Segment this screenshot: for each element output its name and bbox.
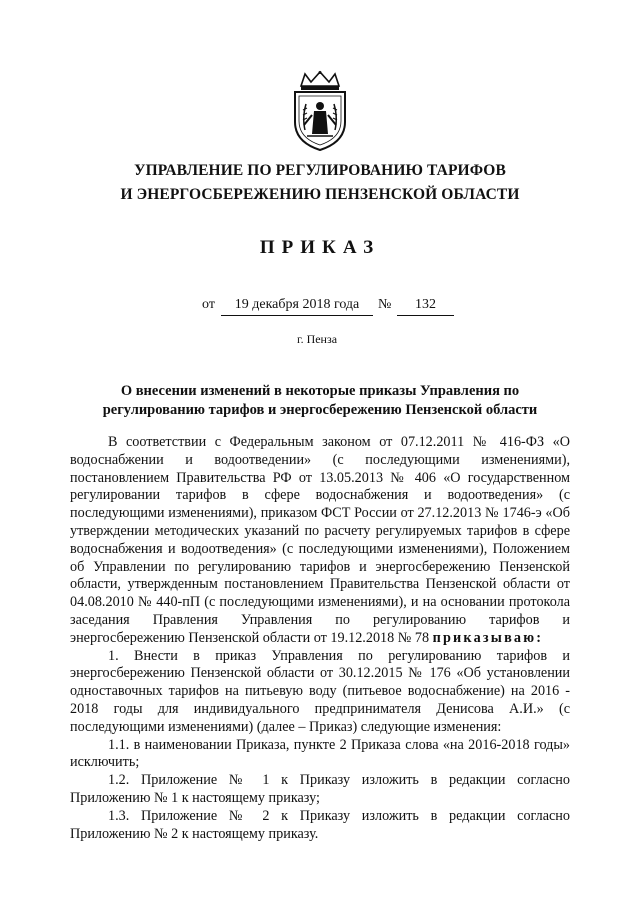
item-1: 1. Внести в приказ Управления по регулированию тарифов и энергосбережению Пензенской области от 30.12.2015 № 176 «Об установлении одноставочных тарифов на питьевую воду (питьевое водоснабжение) на 2016 - 2018 годы для индивидуального предпринимателя Денисова А.И.» (с последующими изменениями) (далее – Приказ) следующие изменения: bbox=[70, 647, 570, 735]
coat-of-arms-emblem-icon bbox=[287, 70, 353, 152]
document-body bbox=[70, 434, 570, 843]
item-1-2: 1.2. Приложение № 1 к Приказу изложить в редакции согласно Приложению № 1 к настоящему приказу; bbox=[70, 772, 570, 806]
item-1-3: 1.3. Приложение № 2 к Приказу изложить в редакции согласно Приложению № 2 к настоящему приказу. bbox=[70, 807, 570, 842]
date-prefix: от bbox=[202, 297, 215, 312]
document-number: 132 bbox=[397, 297, 454, 316]
organization-name-line2: И ЭНЕРГОСБЕРЕЖЕНИЮ ПЕНЗЕНСКОЙ ОБЛАСТИ bbox=[120, 186, 520, 203]
number-sign: № bbox=[378, 297, 392, 312]
organization-name-line1: УПРАВЛЕНИЕ ПО РЕГУЛИРОВАНИЮ ТАРИФОВ bbox=[134, 162, 506, 179]
document-date: 19 декабря 2018 года bbox=[221, 297, 373, 316]
city-name: г. Пенза bbox=[297, 332, 338, 346]
decree-word: приказываю: bbox=[432, 629, 544, 646]
item-1-1: 1.1. в наименовании Приказа, пункте 2 Приказа слова «на 2016-2018 годы» исключить; bbox=[70, 736, 570, 771]
document-type-title: ПРИКАЗ bbox=[259, 237, 381, 258]
intro-paragraph bbox=[70, 434, 570, 648]
document-subject: О внесении изменений в некоторые приказы Управления по регулированию тарифов и энергосбережению Пензенской области bbox=[102, 383, 538, 418]
intro-text: В соответствии с Федеральным законом от 07.12.2011 № 416-ФЗ «О водоснабжении и водоотведении» (с последующими изменениями), постановлением Правительства РФ от 13.05.2013 № 406 «О государственном регулировании тарифов в сфере водоснабжения и водоотведения» (с последующими изменениями), приказом ФСТ России от 27.12.2013 № 1746-э «Об утверждении методических указаний по расчету регулируемых тарифов в сфере водоснабжения и водоотведения» (с последующими изменениями), Положением об Управлении по регулированию тарифов и энергосбережению Пензенской области, утвержденным постановлением Правительства Пензенской области от 04.08.2010 № 440-пП (с последующими изменениями), и на основании протокола заседания Правления Управления по регулированию тарифов и энергосбережению Пензенской области от 19.12.2018 № 78 bbox=[70, 434, 570, 646]
